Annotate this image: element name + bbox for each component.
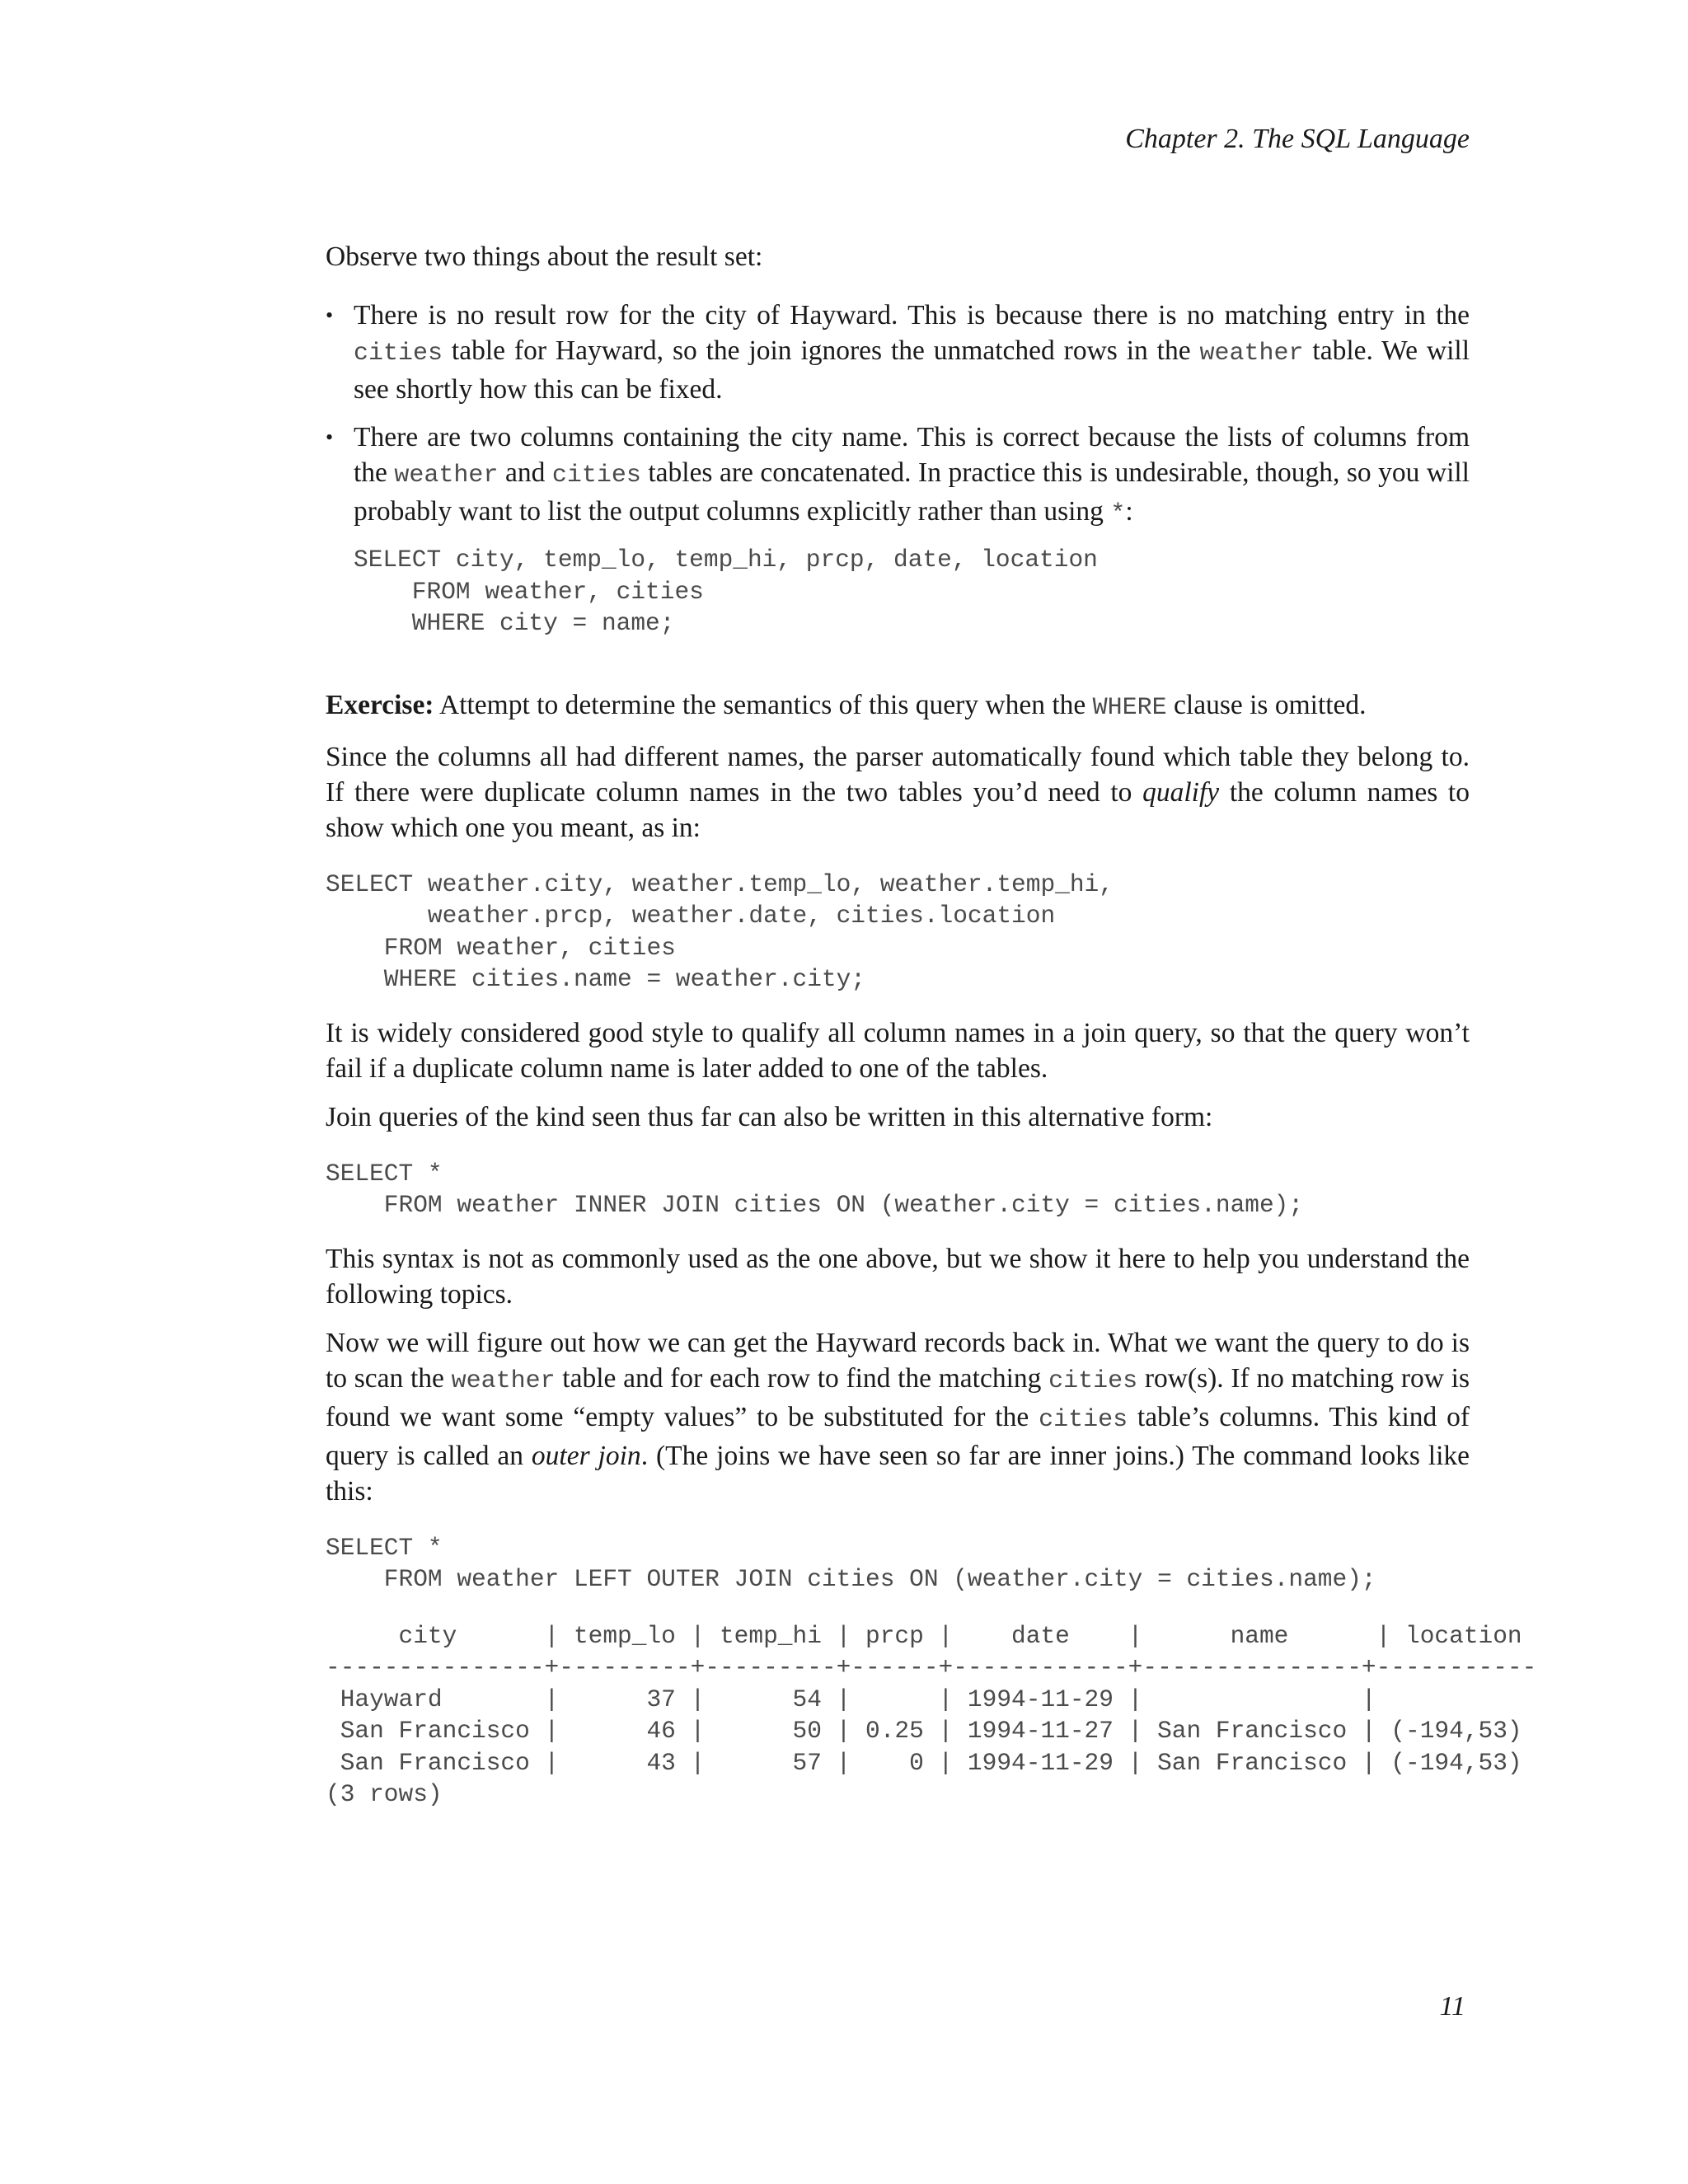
emphasis: qualify — [1142, 776, 1220, 808]
text-run: Attempt to determine the semantics of this query when the — [434, 689, 1093, 720]
text-run: : — [1125, 496, 1133, 527]
inline-code: weather — [1199, 340, 1304, 368]
text-run: clause is omitted. — [1166, 689, 1367, 720]
inline-code: weather — [394, 462, 499, 490]
list-item — [326, 419, 1470, 640]
observation-list — [326, 298, 1470, 640]
text-run: There are two columns containing the city name. This is correct because the lists of columns from the — [354, 422, 1470, 488]
outer-join-paragraph — [326, 1325, 1470, 1509]
intro-paragraph: Observe two things about the result set: — [326, 241, 763, 272]
bullet-text — [354, 298, 1470, 407]
text-run: tables are concatenated. In practice this is undesirable, though, so you will probably want to list the output columns explicitly rather than using — [354, 457, 1470, 527]
inline-code: cities — [1048, 1366, 1138, 1395]
text-run: row(s). If no matching row is found we want some “empty values” to be substituted for the — [326, 1362, 1470, 1432]
bullet-icon: • — [326, 303, 334, 327]
alternative-form-paragraph: Join queries of the kind seen thus far can also be written in this alternative form: — [326, 1101, 1213, 1132]
text-run: table. We will see shortly how this can be fixed. — [354, 335, 1470, 405]
text-run: table’s columns. This kind of query is called an — [326, 1401, 1470, 1471]
text-run: . (The joins we have seen so far are inner joins.) The command looks like this: — [326, 1440, 1470, 1507]
inline-code: * — [1110, 500, 1126, 528]
inline-code: cities — [1039, 1405, 1128, 1434]
exercise-label: Exercise: — [326, 689, 434, 720]
inline-code: WHERE — [1092, 693, 1167, 722]
style-paragraph: It is widely considered good style to qualify all column names in a join query, so that the query won’t fail if a duplicate column name is later added to one of the tables. — [326, 1017, 1470, 1084]
text-run: the column names to show which one you meant, as in: — [326, 776, 1470, 843]
exercise-paragraph — [326, 687, 1470, 726]
bullet-text — [354, 419, 1470, 532]
code-block-inner-join: SELECT * FROM weather INNER JOIN cities ON (weather.city = cities.name); — [326, 1159, 1304, 1219]
qualify-paragraph — [326, 739, 1470, 846]
page-number: 11 — [1439, 1991, 1465, 2022]
code-block-left-outer-join: SELECT * FROM weather LEFT OUTER JOIN cities ON (weather.city = cities.name); — [326, 1533, 1376, 1593]
running-header: Chapter 2. The SQL Language — [1125, 124, 1470, 154]
emphasis: outer join — [531, 1440, 641, 1471]
text-run: table and for each row to find the matching — [555, 1362, 1049, 1394]
text-run: There is no result row for the city of Hayward. This is because there is no matching entry in the — [354, 300, 1470, 330]
bullet-icon: • — [326, 425, 334, 449]
text-run: and — [498, 457, 552, 488]
query-result-table: city | temp_lo | temp_hi | prcp | date | name | location ---------------+---------+---------+------+------------+---------------+----------- Hayward | 37 | 54 | | 1994-11-29 | | San Francisco | 46 | 50 | 0.25 | 1994-11-27 | San Francisco | (-194,53) San Francisco | 43 | 57 | 0 | 1994-11-29 | San Francisco | (-194,53) (3 rows) — [326, 1621, 1537, 1808]
text-run: table for Hayward, so the join ignores the unmatched rows in the — [443, 335, 1200, 366]
code-block-qualified: SELECT weather.city, weather.temp_lo, weather.temp_hi, weather.prcp, weather.date, cities.location FROM weather, cities WHERE cities.name = weather.city; — [326, 869, 1114, 993]
syntax-paragraph: This syntax is not as commonly used as the one above, but we show it here to help you understand the following topics. — [326, 1243, 1470, 1310]
code-block-select-city: SELECT city, temp_lo, temp_hi, prcp, date, location FROM weather, cities WHERE city = name; — [354, 546, 1098, 637]
inline-code: weather — [451, 1366, 556, 1395]
inline-code: cities — [354, 340, 443, 368]
page-content — [326, 239, 1537, 1811]
list-item — [326, 298, 1470, 407]
text-run: Now we will figure out how we can get the Hayward records back in. What we want the query to do is to scan the — [326, 1327, 1470, 1394]
text-run: Since the columns all had different names, the parser automatically found which table they belong to. If there were duplicate column names in the two tables you’d need to — [326, 741, 1470, 808]
inline-code: cities — [551, 462, 641, 490]
